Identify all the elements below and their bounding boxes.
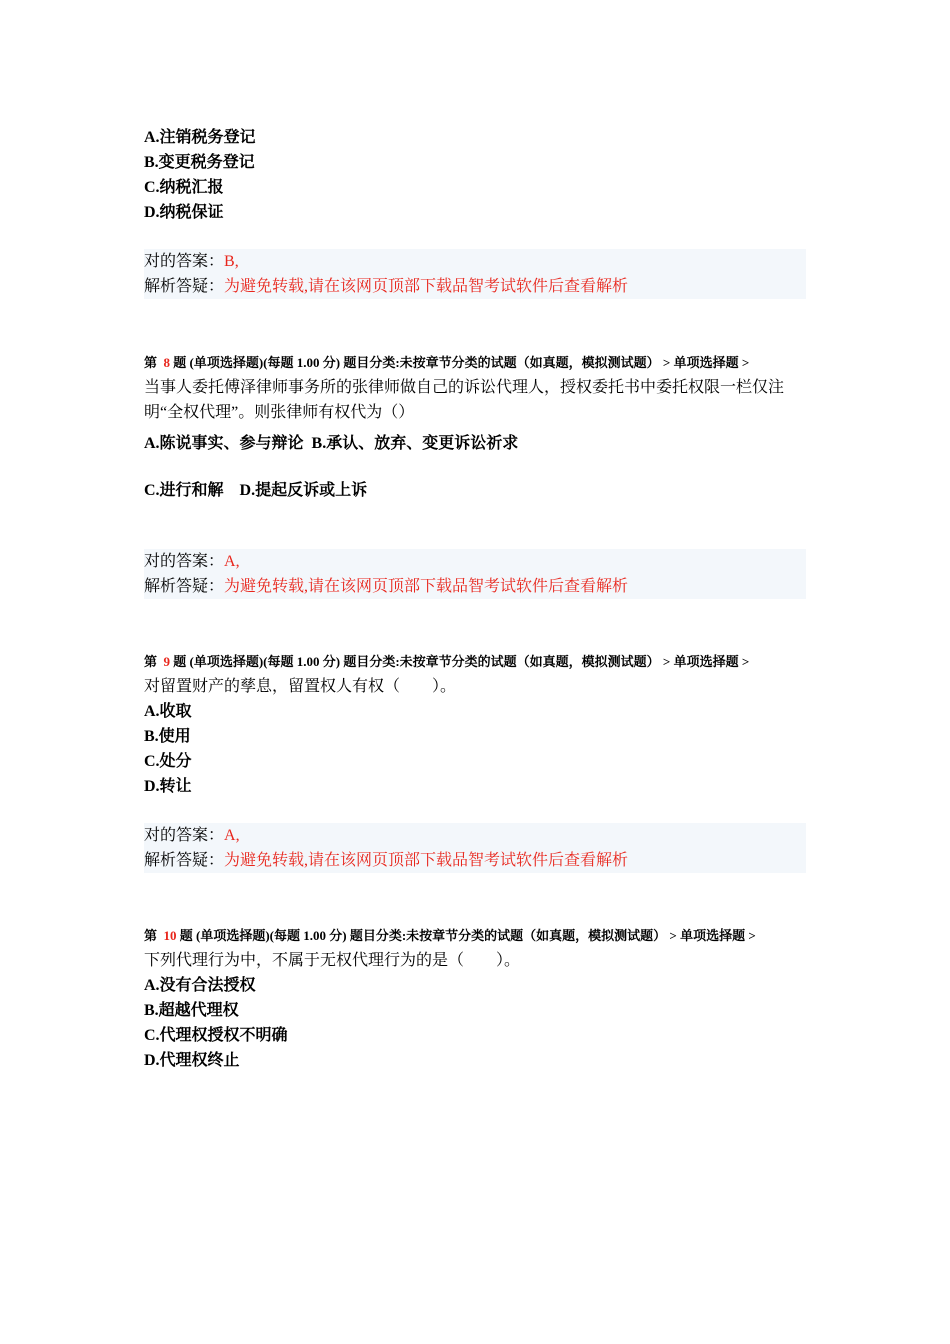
option-d: D.转让: [144, 778, 192, 795]
analysis-label: 解析答疑：: [144, 852, 225, 869]
answer-line: [144, 823, 806, 848]
option-c: C.处分: [144, 753, 192, 770]
option-a: A.注销税务登记: [144, 129, 256, 146]
question-header: [144, 923, 806, 948]
question-9: [144, 649, 806, 799]
answer-value: A,: [224, 827, 240, 844]
answer-value: A,: [224, 553, 240, 570]
analysis-line: [144, 848, 806, 873]
question-header-text: 题 (单项选择题)(每题 1.00 分) 题目分类:未按章节分类的试题（如真题，模拟测试题） > 单项选择题 >: [179, 928, 756, 943]
answer-box: [144, 823, 806, 873]
prev-question-options: [144, 125, 806, 225]
option-b: B.变更税务登记: [144, 154, 255, 171]
question-number: 10: [163, 928, 177, 943]
question-number: 8: [163, 355, 171, 370]
answer-label: 对的答案：: [144, 827, 225, 844]
analysis-line: [144, 574, 806, 599]
analysis-line: [144, 274, 806, 299]
question-header-text: 题 (单项选择题)(每题 1.00 分) 题目分类:未按章节分类的试题（如真题，模拟测试题） > 单项选择题 >: [173, 654, 750, 669]
question-text: 当事人委托傅泽律师事务所的张律师做自己的诉讼代理人，授权委托书中委托权限一栏仅注明“全权代理”。则张律师有权代为（）: [144, 379, 785, 421]
question-number: 9: [163, 654, 171, 669]
answer-line: [144, 549, 806, 574]
option-c: C.代理权授权不明确: [144, 1027, 288, 1044]
option-a: A.没有合法授权: [144, 977, 256, 994]
analysis-value: 为避免转载,请在该网页顶部下载品智考试软件后查看解析: [224, 578, 629, 595]
analysis-value: 为避免转载,请在该网页顶部下载品智考试软件后查看解析: [224, 278, 629, 295]
analysis-value: 为避免转载,请在该网页顶部下载品智考试软件后查看解析: [224, 852, 629, 869]
option-c: C.纳税汇报: [144, 179, 224, 196]
answer-label: 对的答案：: [144, 253, 225, 270]
answer-value: B,: [224, 253, 239, 270]
analysis-label: 解析答疑：: [144, 578, 225, 595]
question-text: 对留置财产的孳息，留置权人有权（ ）。: [144, 678, 457, 695]
question-header-text: 题 (单项选择题)(每题 1.00 分) 题目分类:未按章节分类的试题（如真题，模拟测试题） > 单项选择题 >: [173, 355, 750, 370]
option-b: B.使用: [144, 728, 191, 745]
answer-box: [144, 549, 806, 599]
question-prefix: 第: [144, 654, 158, 669]
question-8: [144, 350, 806, 503]
options-line-2: C.进行和解 D.提起反诉或上诉: [144, 482, 368, 499]
option-a: A.收取: [144, 703, 192, 720]
question-prefix: 第: [144, 928, 158, 943]
question-10: [144, 923, 806, 1073]
answer-box: [144, 249, 806, 299]
option-d: D.纳税保证: [144, 204, 224, 221]
question-text: 下列代理行为中，不属于无权代理行为的是（ ）。: [144, 952, 521, 969]
document-page: [144, 125, 806, 1073]
question-prefix: 第: [144, 355, 158, 370]
options-line-1: A.陈说事实、参与辩论 B.承认、放弃、变更诉讼祈求: [144, 435, 519, 452]
answer-label: 对的答案：: [144, 553, 225, 570]
answer-line: [144, 249, 806, 274]
analysis-label: 解析答疑：: [144, 278, 225, 295]
option-b: B.超越代理权: [144, 1002, 239, 1019]
question-header: [144, 649, 806, 674]
question-header: [144, 350, 806, 375]
option-d: D.代理权终止: [144, 1052, 240, 1069]
